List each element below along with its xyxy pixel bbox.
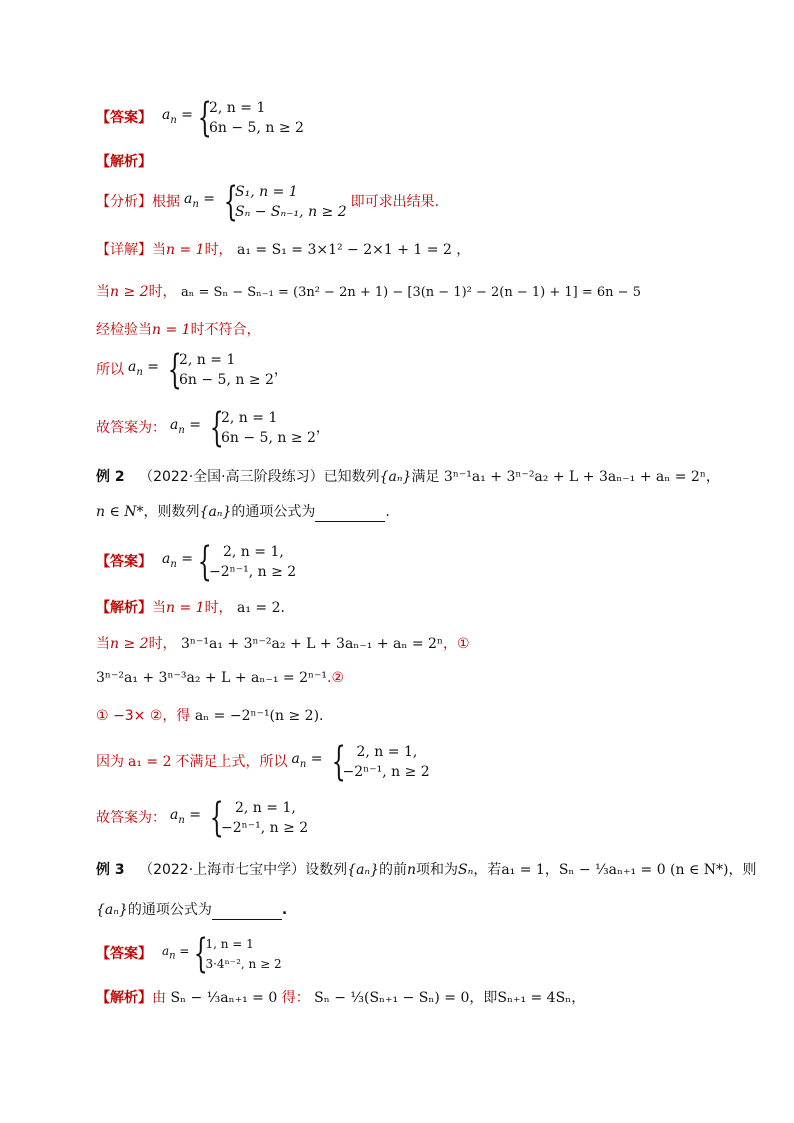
ex2-line-5: ① −3× ②，得 aₙ = −2ⁿ⁻¹(n ≥ 2).: [96, 708, 324, 724]
brace: {: [197, 95, 212, 141]
example-2-line-1: 例 2 （2022·全国·高三阶段练习）已知数列{aₙ}满足 3ⁿ⁻¹a₁ + 3ⁿ⁻²a₂ + L + 3aₙ₋₁ + aₙ = 2ⁿ，: [96, 469, 720, 485]
ex2-line-3: 当n ≥ 2时， 3ⁿ⁻¹a₁ + 3ⁿ⁻²a₂ + L + 3aₙ₋₁ + aₙ = 2ⁿ，①: [96, 636, 470, 652]
answer-label: 【答案】: [96, 110, 152, 126]
ex2-analysis-line: 【解析】当n = 1时， a₁ = 2.: [96, 600, 285, 616]
so-line: 所以 $a_n$ = { 2, n = 1 6n − 5, n ≥ 2 ，: [96, 347, 288, 393]
final-line-1: 故答案为： $a_n$ = { 2, n = 1 6n − 5, n ≥ 2 ，: [96, 405, 330, 451]
example-2-title: 例 2: [96, 469, 125, 485]
answer-blank: [315, 507, 385, 522]
answer-line-1: [96, 95, 304, 141]
ex2-line-6: 因为 a₁ = 2 不满足上式，所以 $a_n$ = { 2, n = 1, −2ⁿ⁻¹, n ≥ 2: [96, 739, 430, 785]
fenxi-line: 【分析】 根据 $a_n$ = { S₁, n = 1 Sₙ − Sₙ₋₁, n ≥ 2 即可求出结果.: [96, 179, 440, 225]
answer-lhs: $a_n$ =: [162, 107, 193, 126]
answer-line-3: 【答案】 $a_n$ = { 1, n = 1 3·4ⁿ⁻², n ≥ 2: [96, 931, 282, 977]
ex3-analysis-line: 【解析】由 Sₙ − ⅓aₙ₊₁ = 0 得： Sₙ − ⅓(Sₙ₊₁ − Sₙ) = 0，即Sₙ₊₁ = 4Sₙ，: [96, 990, 586, 1006]
example-2-line-2: n ∈ N*，则数列{aₙ}的通项公式为 .: [96, 504, 390, 520]
answer-line-2: 【答案】 $a_n$ = { 2, n = 1, −2ⁿ⁻¹, n ≥ 2: [96, 539, 297, 585]
example-3-line-1: 例 3 （2022·上海市七宝中学）设数列{aₙ}的前n项和为Sₙ，若a₁ = 1，Sₙ − ⅓aₙ₊₁ = 0 (n ∈ N*)，则: [96, 862, 757, 878]
detail-line-2: 当n ≥ 2时， aₙ = Sₙ − Sₙ₋₁ = (3n² − 2n + 1) − [3(n − 1)² − 2(n − 1) + 1] = 6n − 5: [96, 284, 641, 300]
detail-line-1: 【详解】当n = 1时， a₁ = S₁ = 3×1² − 2×1 + 1 = 2 ，: [96, 242, 471, 258]
example-3-title: 例 3: [96, 862, 125, 878]
answer-cases: 2, n = 1 6n − 5, n ≥ 2: [209, 100, 304, 136]
ex2-final-line: 故答案为： $a_n$ = { 2, n = 1, −2ⁿ⁻¹, n ≥ 2: [96, 795, 309, 841]
check-line: 经检验当n = 1时不符合，: [96, 322, 261, 338]
ex2-line-4: 3ⁿ⁻²a₁ + 3ⁿ⁻³a₂ + L + aₙ₋₁ = 2ⁿ⁻¹.②: [96, 670, 345, 686]
analysis-heading-1: 【解析】: [96, 154, 152, 170]
example-3-line-2: {aₙ}的通项公式为 .: [96, 902, 288, 918]
answer-blank: [212, 905, 282, 920]
fenxi-label: 【分析】: [96, 194, 152, 210]
